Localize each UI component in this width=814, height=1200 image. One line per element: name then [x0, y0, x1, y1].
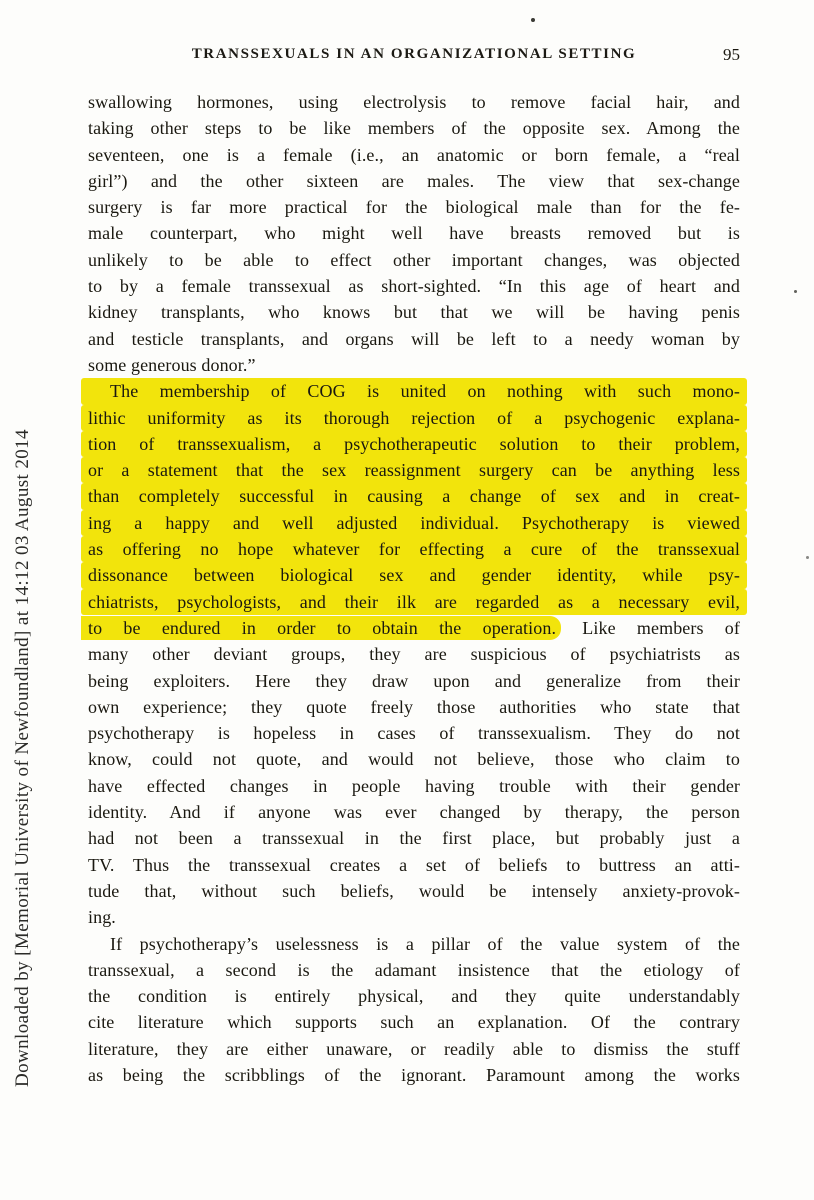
plain-text: Like members of: [561, 617, 740, 638]
text-line: ing.: [88, 907, 116, 928]
text-line: literature, they are either unaware, or readily able to dismiss the stuff: [88, 1038, 740, 1059]
text-line: and testicle transplants, and organs will be left to a needy woman by: [88, 328, 740, 349]
text-line: psychotherapy is hopeless in cases of transsexualism. They do not: [88, 723, 740, 744]
text-line: many other deviant groups, they are suspicious of psychiatrists as: [88, 644, 740, 665]
text-line: cite literature which supports such an explanation. Of the contrary: [88, 1012, 740, 1033]
text-line: or a statement that the sex reassignment surgery can be anything less: [81, 457, 747, 483]
text-line: some generous donor.”: [88, 354, 256, 375]
scan-artifact-dot: [794, 290, 797, 293]
text-line: If psychotherapy’s uselessness is a pillar of the value system of the: [110, 933, 740, 954]
text-line: tude that, without such beliefs, would be intensely anxiety-provok-: [88, 880, 740, 901]
text-line: identity. And if anyone was ever changed by therapy, the person: [88, 802, 740, 823]
scan-artifact-dot: [806, 556, 809, 559]
scan-artifact-dot: [531, 18, 535, 22]
text-line: swallowing hormones, using electrolysis to remove facial hair, and: [88, 92, 740, 112]
text-line: as being the scribblings of the ignorant. Paramount among the works: [88, 1064, 740, 1085]
page-number: 95: [723, 45, 740, 64]
page-header: [88, 46, 740, 68]
body-text: [88, 89, 740, 1088]
text-line: taking other steps to be like members of the opposite sex. Among the: [88, 118, 740, 139]
text-line: The membership of COG is united on nothing with such mono-: [81, 378, 747, 404]
text-line: ing a happy and well adjusted individual. Psychotherapy is viewed: [81, 510, 747, 536]
text-line: chiatrists, psychologists, and their ilk are regarded as a necessary evil,: [81, 589, 747, 615]
text-line: TV. Thus the transsexual creates a set of beliefs to buttress an atti-: [88, 854, 740, 875]
text-line: than completely successful in causing a change of sex and in creat-: [81, 483, 747, 509]
text-line: seventeen, one is a female (i.e., an anatomic or born female, a “real: [88, 144, 740, 165]
download-watermark: Downloaded by [Memorial University of Newfoundland] at 14:12 03 August 2014: [12, 429, 33, 1087]
text-line: being exploiters. Here they draw upon and generalize from their: [88, 670, 740, 691]
text-line: lithic uniformity as its thorough rejection of a psychogenic explana-: [81, 405, 747, 431]
text-line: [88, 615, 740, 641]
text-line: own experience; they quote freely those authorities who state that: [88, 696, 740, 717]
text-line: male counterpart, who might well have breasts removed but is: [88, 223, 740, 244]
text-line: girl”) and the other sixteen are males. The view that sex-change: [88, 170, 740, 191]
text-line: the condition is entirely physical, and they quite understandably: [88, 986, 740, 1007]
text-line: unlikely to be able to effect other important changes, was objected: [88, 249, 740, 270]
text-line: transsexual, a second is the adamant insistence that the etiology of: [88, 959, 740, 980]
text-line: to by a female transsexual as short-sighted. “In this age of heart and: [88, 276, 740, 297]
highlighted-text: to be endured in order to obtain the operation.: [81, 616, 561, 640]
running-head: TRANSSEXUALS IN AN ORGANIZATIONAL SETTING: [191, 46, 637, 62]
text-line: surgery is far more practical for the biological male than for the fe-: [88, 197, 740, 218]
text-line: have effected changes in people having trouble with their gender: [88, 775, 740, 796]
text-line: as offering no hope whatever for effecting a cure of the transsexual: [81, 536, 747, 562]
text-line: kidney transplants, who knows but that we will be having penis: [88, 302, 740, 323]
text-line: tion of transsexualism, a psychotherapeutic solution to their problem,: [81, 431, 747, 457]
text-line: know, could not quote, and would not believe, those who claim to: [88, 749, 740, 770]
text-line: had not been a transsexual in the first place, but probably just a: [88, 828, 740, 849]
text-line: dissonance between biological sex and gender identity, while psy-: [81, 562, 747, 588]
